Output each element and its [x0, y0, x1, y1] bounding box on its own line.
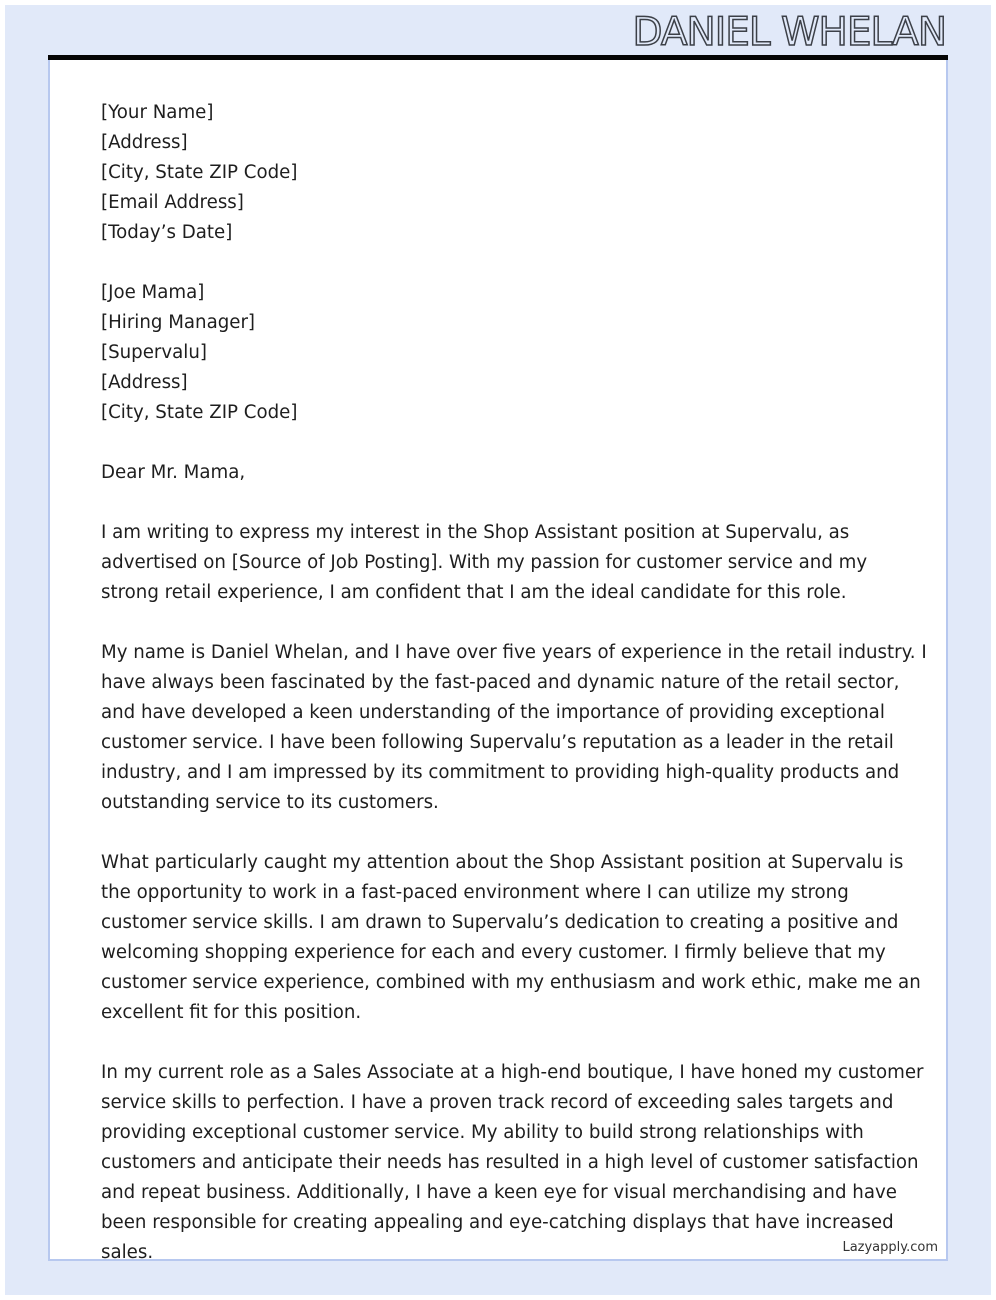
recipient-address: [Address] — [101, 372, 188, 393]
paragraph-line: the opportunity to work in a fast-paced environment where I can utilize my strong — [101, 882, 849, 903]
paragraph-line: and repeat business. Additionally, I have a keen eye for visual merchandising and have — [101, 1182, 897, 1203]
recipient-city-state-zip: [City, State ZIP Code] — [101, 402, 298, 423]
paragraph-line: industry, and I am impressed by its commitment to providing high-quality products and — [101, 762, 900, 783]
letter-page — [48, 60, 948, 1261]
paragraph-line: customer service. I have been following Supervalu’s reputation as a leader in the retail — [101, 732, 894, 753]
paragraph-line: service skills to perfection. I have a proven track record of exceeding sales targets and — [101, 1092, 894, 1113]
sender-block — [101, 98, 901, 248]
paragraph-line: customer service skills. I am drawn to Supervalu’s dedication to creating a positive and — [101, 912, 899, 933]
letter-date: [Today’s Date] — [101, 222, 233, 243]
paragraph-line: providing exceptional customer service. My ability to build strong relationships with — [101, 1122, 864, 1143]
paragraph-line: What particularly caught my attention about the Shop Assistant position at Supervalu is — [101, 852, 904, 873]
recipient-block — [101, 278, 901, 428]
cover-letter — [101, 98, 927, 1261]
paragraph-line: customer service experience, combined with my enthusiasm and work ethic, make me an — [101, 972, 921, 993]
recipient-name: [Joe Mama] — [101, 282, 205, 303]
paragraph-4 — [101, 1058, 924, 1261]
sender-city-state-zip: [City, State ZIP Code] — [101, 162, 298, 183]
paragraph-line: advertised on [Source of Job Posting]. With my passion for customer service and my — [101, 552, 868, 573]
paragraph-line: welcoming shopping experience for each and every customer. I firmly believe that my — [101, 942, 886, 963]
sender-email: [Email Address] — [101, 192, 244, 213]
paragraph-line: customers and anticipate their needs has resulted in a high level of customer satisfaction — [101, 1152, 919, 1173]
paragraph-line: In my current role as a Sales Associate at a high-end boutique, I have honed my customer — [101, 1062, 924, 1083]
paragraph-line: sales. — [101, 1242, 154, 1261]
paragraph-line: have always been fascinated by the fast-paced and dynamic nature of the retail sector, — [101, 672, 900, 693]
paragraph-line: strong retail experience, I am confident that I am the ideal candidate for this role. — [101, 582, 847, 603]
paragraph-line: My name is Daniel Whelan, and I have over five years of experience in the retail industry. I — [101, 642, 927, 663]
paragraph-line: and have developed a keen understanding of the importance of providing exceptional — [101, 702, 885, 723]
sender-name: [Your Name] — [101, 102, 214, 123]
recipient-company: [Supervalu] — [101, 342, 207, 363]
paragraph-3 — [101, 848, 921, 1028]
paragraph-line: excellent fit for this position. — [101, 1002, 362, 1023]
paragraph-line: outstanding service to its customers. — [101, 792, 439, 813]
salutation: Dear Mr. Mama, — [101, 462, 246, 483]
paragraph-2 — [101, 638, 927, 818]
recipient-title: [Hiring Manager] — [101, 312, 256, 333]
paragraph-line: I am writing to express my interest in the Shop Assistant position at Supervalu, as — [101, 522, 850, 543]
paragraph-1 — [101, 518, 901, 608]
paragraph-line: been responsible for creating appealing and eye-catching displays that have increased — [101, 1212, 894, 1233]
header-name: DANIEL WHELAN — [632, 10, 946, 55]
watermark: Lazyapply.com — [838, 1240, 938, 1255]
sender-address: [Address] — [101, 132, 188, 153]
